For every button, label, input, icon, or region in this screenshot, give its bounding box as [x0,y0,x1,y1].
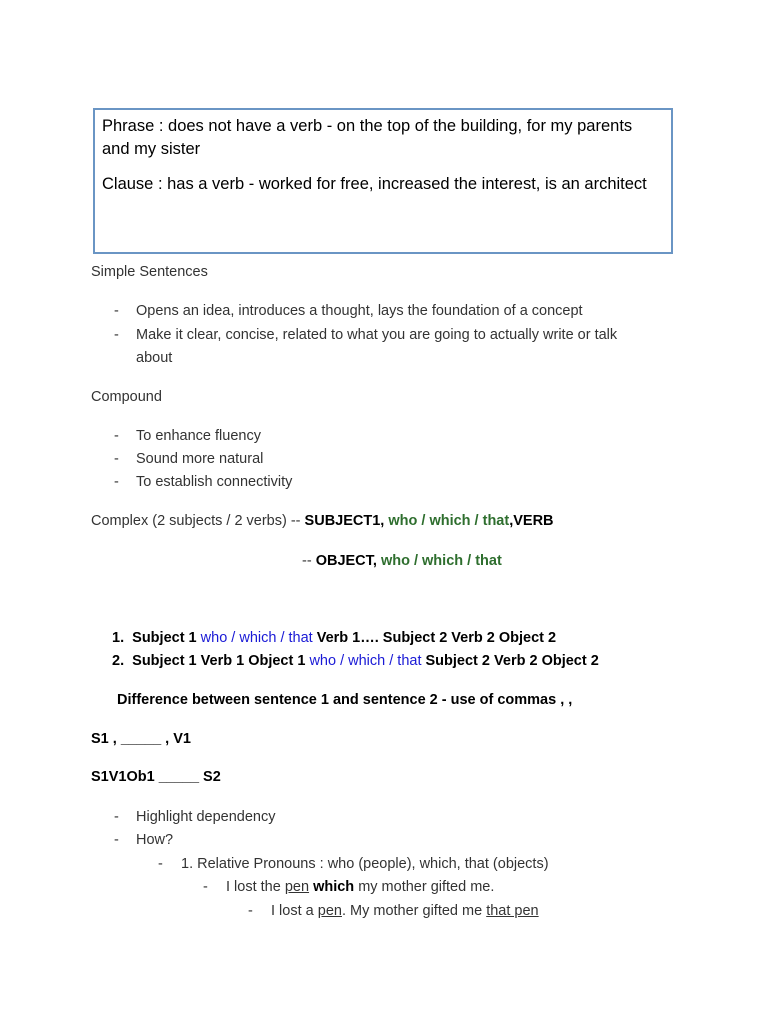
complex-object: OBJECT, [315,553,381,569]
complex-verb: ,VERB [509,513,554,529]
example-1-pen: pen [284,879,310,895]
bullet-dash: - [203,879,208,895]
s1-line: S1 , _____ , V1 [91,731,191,747]
item-number: 2. [112,653,125,669]
simple-heading: Simple Sentences [91,264,208,280]
compound-heading: Compound [91,389,162,405]
simple-bullet-1: Opens an idea, introduces a thought, lays the foundation of a concept [136,303,583,319]
item-part-a: Subject 1 Verb 1 Object 1 [132,653,310,669]
example-1-part-b: my mother gifted me. [354,879,495,895]
dependency-bullet-1: Highlight dependency [136,809,276,825]
clause-definition: Clause : has a verb - worked for free, increased the interest, is an architect [102,175,647,193]
example-1-which: which [309,879,355,895]
item-relative: who / which / that [309,653,422,669]
numbered-item-1 [112,630,556,646]
complex-line-1 [91,513,554,529]
example-2 [271,903,539,919]
item-part-b: Verb 1…. Subject 2 Verb 2 Object 2 [312,630,557,646]
definition-box [93,108,673,254]
bullet-dash: - [158,856,163,872]
difference-line: Difference between sentence 1 and sentence 2 - use of commas , , [117,692,573,708]
example-2-pen: pen [317,903,342,919]
complex-relative-2: who / which / that [380,553,502,569]
example-2-part-b: . My mother gifted me [341,903,487,919]
example-2-that-pen: that pen [486,903,539,919]
simple-bullet-2: Make it clear, concise, related to what you are going to actually write or talk [136,327,618,343]
bullet-dash: - [248,903,253,919]
item-relative: who / which / that [200,630,313,646]
example-2-part-a: I lost a [271,903,318,919]
compound-bullet-2: Sound more natural [136,451,264,467]
complex-line2-prefix: -- [302,553,316,569]
item-number: 1. [112,630,125,646]
bullet-dash: - [114,303,119,319]
bullet-dash: - [114,451,119,467]
example-1 [226,879,494,895]
numbered-item-2 [112,653,599,669]
compound-bullet-1: To enhance fluency [136,428,261,444]
relative-pronouns-item: 1. Relative Pronouns : who (people), which, that (objects) [181,856,549,872]
bullet-dash: - [114,809,119,825]
dependency-bullet-2: How? [136,832,174,848]
complex-prefix: Complex (2 subjects / 2 verbs) -- [91,513,305,529]
bullet-dash: - [114,832,119,848]
compound-bullet-3: To establish connectivity [136,474,293,490]
complex-line-2 [302,553,502,569]
item-part-a: Subject 1 [132,630,201,646]
complex-relative: who / which / that [388,513,510,529]
item-part-b: Subject 2 Verb 2 Object 2 [421,653,599,669]
phrase-definition: Phrase : does not have a verb - on the top of the building, for my parents and my sister [102,117,633,158]
example-1-part-a: I lost the [226,879,285,895]
bullet-dash: - [114,428,119,444]
simple-bullet-2-cont: about [136,350,173,366]
bullet-dash: - [114,327,119,343]
complex-subject: SUBJECT1, [304,513,389,529]
bullet-dash: - [114,474,119,490]
s2-line: S1V1Ob1 _____ S2 [91,769,221,785]
